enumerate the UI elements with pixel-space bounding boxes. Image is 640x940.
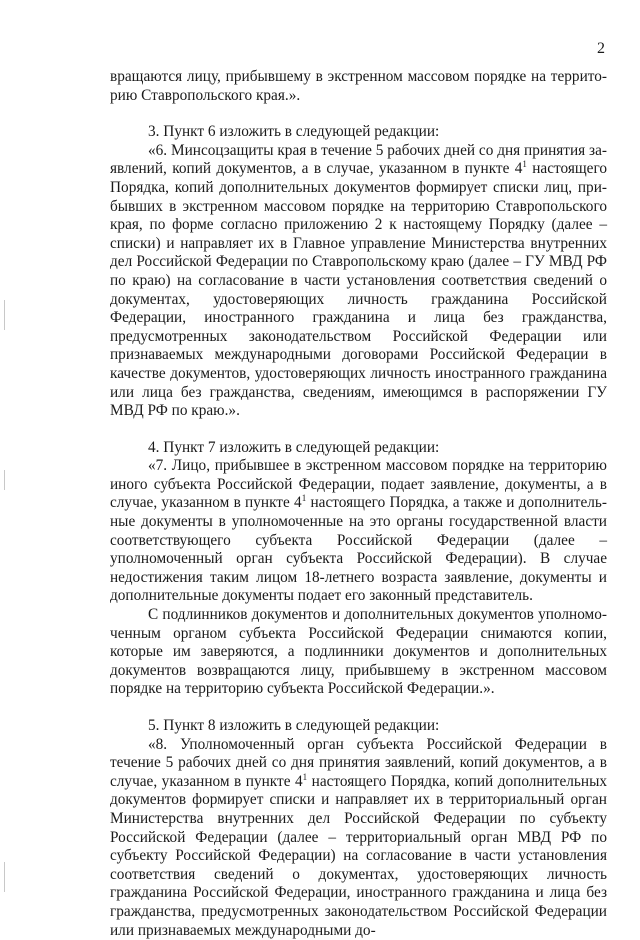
item-4-text xyxy=(110,457,607,606)
item-3-text-start: «6. Минсоцзащиты края в течение 5 рабочих дней со дня принятия заявлений, копий документов, а в случае, указанном в пункте 4 xyxy=(110,141,607,178)
continuation-paragraph: вращаются лицу, прибывшему в экстренном массовом порядке на территорию Ставропольского края.». xyxy=(110,68,607,104)
item-4-text-start: «7. Лицо, прибывшее в экстренном массовом порядке на территорию иного субъекта Российской Федерации, подает заявление, документы, а в случае, указанном в пункте 4 xyxy=(110,457,607,512)
item-5-text-start: «8. Уполномоченный орган субъекта Российской Федерации в течение 5 рабочих дней со дня принятия заявлений, копий документов, а в случае, указанном в пункте 4 xyxy=(110,735,607,790)
item-5-heading: 5. Пункт 8 изложить в следующей редакции: xyxy=(148,717,440,734)
item-3-heading: 3. Пункт 6 изложить в следующей редакции: xyxy=(148,123,440,141)
item-4-paragraph-2: С подлинников документов и дополнительных документов уполномоченным органом субъекта Российской Федерации снимаются копии, которые им заверяются, а подлинники документов и дополнительных документов возвращаются лицу, прибывшему в экстренном массовом порядке на территорию субъекта Российской Федерации.». xyxy=(110,606,607,698)
scan-margin-mark xyxy=(4,300,5,330)
item-5-text xyxy=(110,736,607,940)
item-4-heading: 4. Пункт 7 изложить в следующей редакции: xyxy=(148,438,440,456)
document-body xyxy=(110,68,607,940)
item-3-text-end: настоящего Порядка, копий дополнительных документов формирует списки лиц, прибывших в экстренном массовом порядке на территорию Ставропольского края, по форме согласно приложению 2 к настоящему Порядку (далее – списки) и направляет их в Главное управление Министерства внутренних дел Российской Федерации по Ставропольскому краю (далее – ГУ МВД РФ по краю) на согласование в части установления соответствия сведений о документах, удостоверяющих личность гражданина Российской Федерации, иностранного гражданина и лица без гражданства, предусмотренных законодательством Российской Федерации или признаваемых международными договорами Российской Федерации в качестве документов, удостоверяющих личность иностранного гражданина или лица без гражданства, сведениям, имеющимся в распоряжении ГУ МВД РФ по краю.». xyxy=(110,160,608,420)
scan-margin-mark xyxy=(4,470,5,490)
superscript: 1 xyxy=(302,771,308,782)
item-5-text-end: настоящего Порядка, копий дополнительных документов формирует списки и направляет их в территориальный орган Министерства внутренних дел Российской Федерации по субъекту Российской Федерации (далее – территориальный орган МВД РФ по субъекту Российской Федерации) на согласование в части установления соответствия сведений о документах, удостоверяющих личность гражданина Российской Федерации, иностранного гражданина и лица без гражданства, предусмотренных законодательством Российской Федерации или признаваемых международными до- xyxy=(110,772,607,939)
superscript: 1 xyxy=(522,159,527,170)
item-4-text-end: настоящего Порядка, а также и дополнительные документы в уполномоченные на это органы государственной власти соответствующего субъекта Российской Федерации (далее – уполномоченный орган субъекта Российской Федерации). В случае недостижения таким лицом 18-летнего возраста заявление, документы и дополнительные документы подает его законный представитель. xyxy=(110,494,607,605)
page-number: 2 xyxy=(597,40,605,57)
superscript: 1 xyxy=(301,493,307,504)
scan-margin-mark xyxy=(4,862,5,892)
item-3-text xyxy=(110,142,607,421)
